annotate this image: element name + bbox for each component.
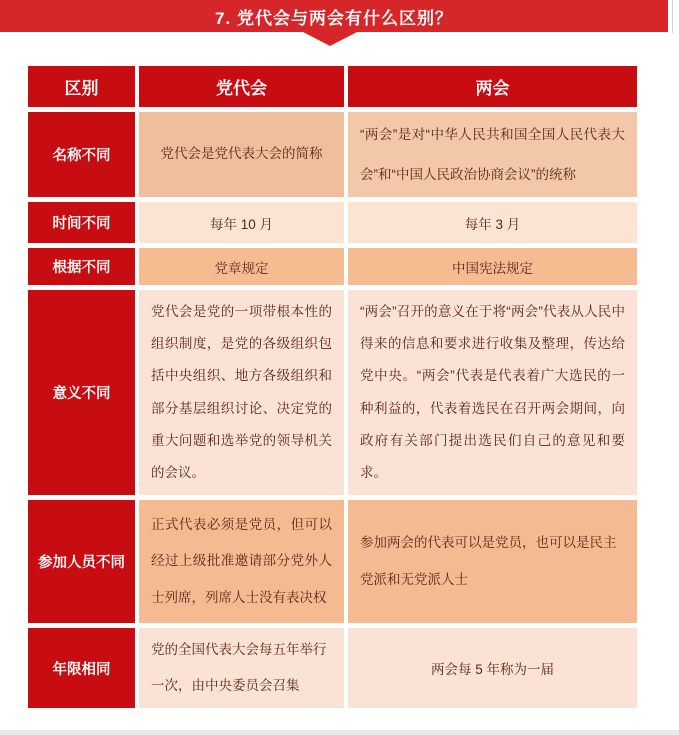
page-edge-line bbox=[672, 0, 673, 33]
row-label-term: 年限相同 bbox=[28, 628, 135, 708]
comparison-table bbox=[28, 66, 637, 708]
table-cell: “两会”召开的意义在于将“两会”代表从人民中得来的信息和要求进行收集及整理，传达给党中央。“两会”代表是代表着广大选民的一种利益的，代表着选民在召开两会期间，向政府有关部门提出选民们自己的意见和要求。 bbox=[348, 290, 637, 495]
table-cell: 每年 3 月 bbox=[348, 202, 637, 243]
table-cell: 中国宪法规定 bbox=[348, 248, 637, 285]
table-cell: 党代会是党的一项带根本性的组织制度，是党的各级组织包括中央组织、地方各级组织和部分基层组织讨论、决定党的重大问题和选举党的领导机关的会议。 bbox=[139, 290, 344, 495]
table-cell: 参加两会的代表可以是党员，也可以是民主党派和无党派人士 bbox=[348, 500, 637, 623]
header-arrow-down-icon bbox=[303, 32, 357, 46]
table-cell: 党的全国代表大会每五年举行一次，由中央委员会召集 bbox=[139, 628, 344, 708]
table-cell: 每年 10 月 bbox=[139, 202, 344, 243]
table-cell: 正式代表必须是党员，但可以经过上级批准邀请部分党外人士列席，列席人士没有表决权 bbox=[139, 500, 344, 623]
column-header-dangdaihui: 党代会 bbox=[139, 66, 344, 107]
column-header-category: 区别 bbox=[28, 66, 135, 107]
table-cell: “两会”是对“中华人民共和国全国人民代表大会”和“中国人民政治协商会议”的统称 bbox=[348, 112, 637, 197]
table-cell: 两会每 5 年称为一届 bbox=[348, 628, 637, 708]
row-label-basis: 根据不同 bbox=[28, 248, 135, 285]
table-cell: 党代会是党代表大会的简称 bbox=[139, 112, 344, 197]
column-header-lianghui: 两会 bbox=[348, 66, 637, 107]
row-label-meaning: 意义不同 bbox=[28, 290, 135, 495]
bottom-scrollbar bbox=[0, 730, 679, 735]
row-label-participants: 参加人员不同 bbox=[28, 500, 135, 623]
row-label-time: 时间不同 bbox=[28, 202, 135, 243]
page-title: 7. 党代会与两会有什么区别？ bbox=[215, 8, 453, 28]
page-header bbox=[0, 0, 668, 32]
table-cell: 党章规定 bbox=[139, 248, 344, 285]
row-label-name: 名称不同 bbox=[28, 112, 135, 197]
